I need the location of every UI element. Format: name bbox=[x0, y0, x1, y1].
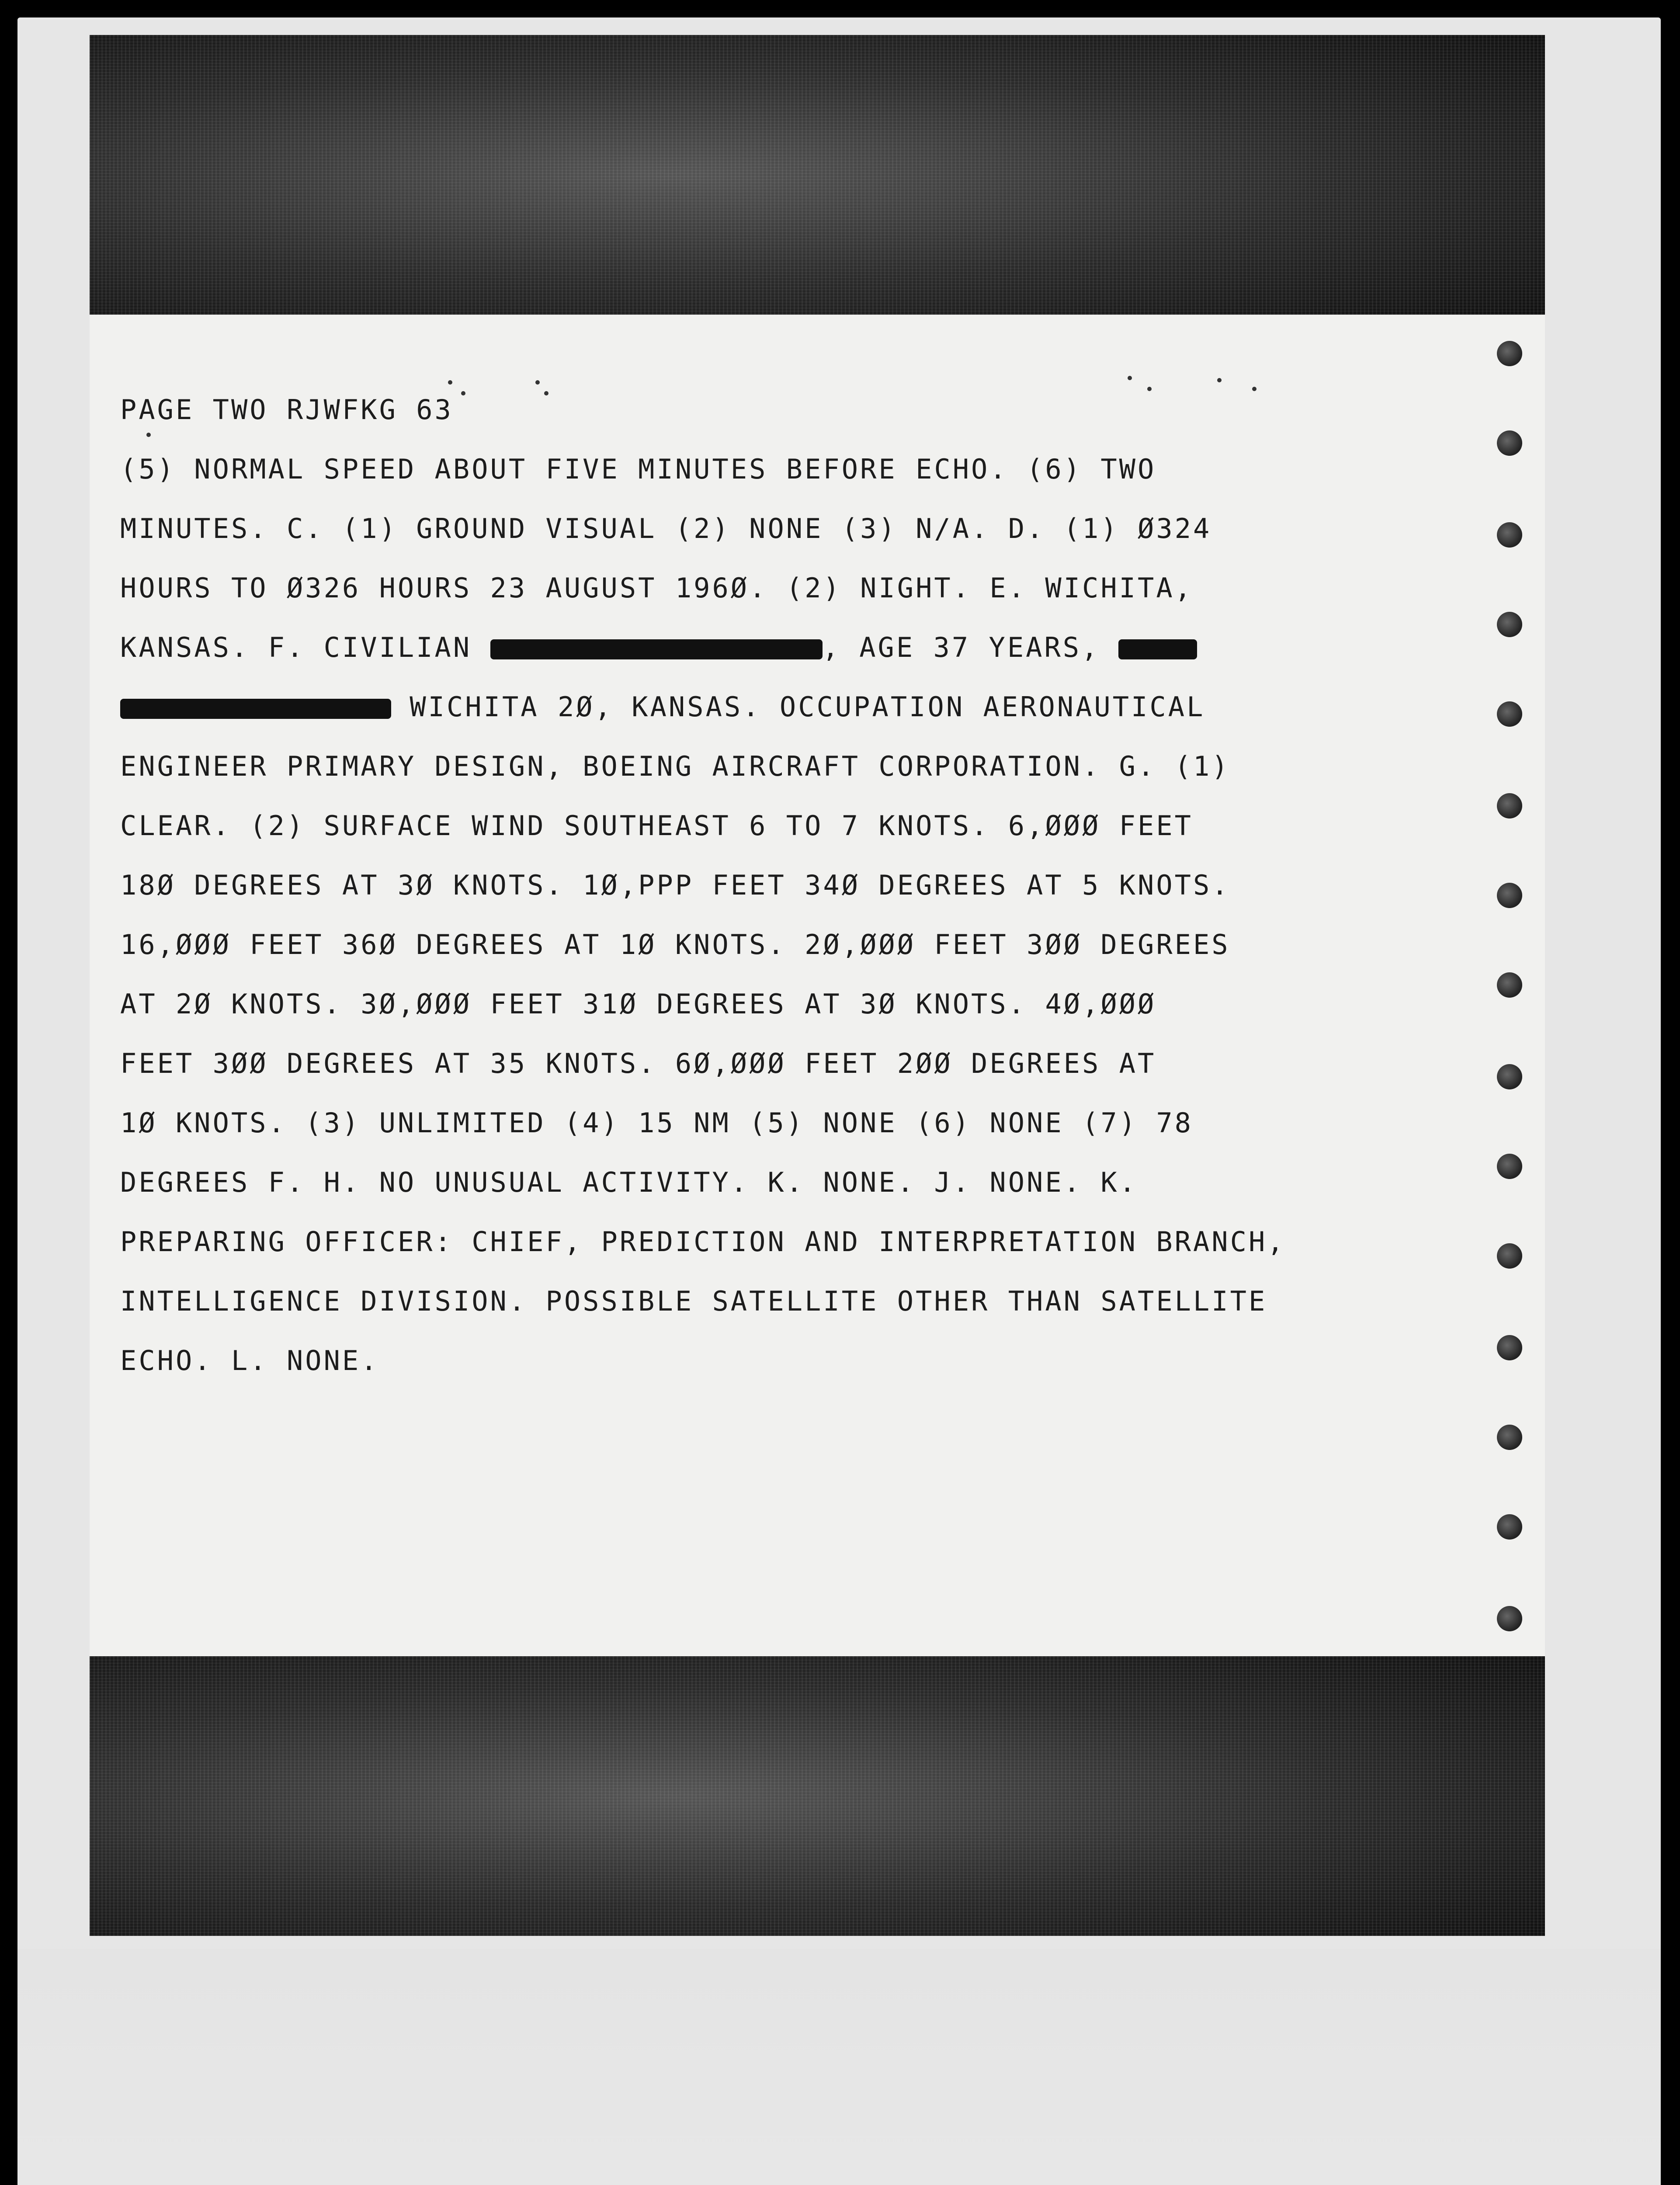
redaction-bar bbox=[1118, 639, 1197, 659]
sprocket-hole bbox=[1497, 430, 1522, 456]
message-line: FEET 3ØØ DEGREES AT 35 KNOTS. 6Ø,ØØØ FEET 2ØØ DEGREES AT bbox=[120, 1047, 1156, 1079]
message-line: INTELLIGENCE DIVISION. POSSIBLE SATELLITE OTHER THAN SATELLITE bbox=[120, 1285, 1267, 1317]
sprocket-hole bbox=[1497, 1154, 1522, 1179]
message-line: DEGREES F. H. NO UNUSUAL ACTIVITY. K. NONE. J. NONE. K. bbox=[120, 1166, 1138, 1198]
message-line: ENGINEER PRIMARY DESIGN, BOEING AIRCRAFT CORPORATION. G. (1) bbox=[120, 750, 1230, 782]
film-blank-area bbox=[17, 1949, 1661, 2185]
message-line: HOURS TO Ø326 HOURS 23 AUGUST 196Ø. (2) NIGHT. E. WICHITA, bbox=[120, 572, 1193, 604]
sprocket-hole bbox=[1497, 1243, 1522, 1269]
sprocket-hole bbox=[1497, 883, 1522, 908]
message-line: 16,ØØØ FEET 36Ø DEGREES AT 1Ø KNOTS. 2Ø,ØØØ FEET 3ØØ DEGREES bbox=[120, 929, 1230, 961]
message-line: CLEAR. (2) SURFACE WIND SOUTHEAST 6 TO 7 KNOTS. 6,ØØØ FEET bbox=[120, 810, 1193, 842]
sprocket-hole bbox=[1497, 1606, 1522, 1631]
message-line: 1Ø KNOTS. (3) UNLIMITED (4) 15 NM (5) NONE (6) NONE (7) 78 bbox=[120, 1107, 1193, 1139]
sprocket-hole bbox=[1497, 793, 1522, 819]
message-text: , AGE 37 YEARS, bbox=[822, 631, 1100, 663]
message-line: PREPARING OFFICER: CHIEF, PREDICTION AND INTERPRETATION BRANCH, bbox=[120, 1226, 1286, 1258]
sprocket-hole bbox=[1497, 1335, 1522, 1360]
message-line: 18Ø DEGREES AT 3Ø KNOTS. 1Ø,PPP FEET 34Ø DEGREES AT 5 KNOTS. bbox=[120, 869, 1230, 901]
message-line-redacted bbox=[120, 618, 1431, 677]
sprocket-hole bbox=[1497, 1425, 1522, 1450]
message-text: KANSAS. F. CIVILIAN bbox=[120, 631, 472, 663]
sprocket-hole bbox=[1497, 341, 1522, 366]
message-line-redacted bbox=[120, 677, 1431, 737]
message-line: MINUTES. C. (1) GROUND VISUAL (2) NONE (3) N/A. D. (1) Ø324 bbox=[120, 513, 1212, 545]
copy-noise-bottom bbox=[90, 1656, 1545, 1936]
sprocket-holes bbox=[1495, 315, 1525, 1682]
message-line: AT 2Ø KNOTS. 3Ø,ØØØ FEET 31Ø DEGREES AT 3Ø KNOTS. 4Ø,ØØØ bbox=[120, 988, 1156, 1020]
sprocket-hole bbox=[1497, 972, 1522, 998]
sprocket-hole bbox=[1497, 701, 1522, 727]
sprocket-hole bbox=[1497, 1064, 1522, 1089]
photocopy-sheet bbox=[90, 35, 1545, 1936]
message-line: (5) NORMAL SPEED ABOUT FIVE MINUTES BEFORE ECHO. (6) TWO bbox=[120, 453, 1156, 485]
redaction-bar bbox=[120, 699, 391, 719]
message-text: WICHITA 2Ø, KANSAS. OCCUPATION AERONAUTICAL bbox=[410, 691, 1205, 723]
teletype-message bbox=[120, 380, 1431, 1391]
message-line: ECHO. L. NONE. bbox=[120, 1345, 379, 1377]
sprocket-hole bbox=[1497, 522, 1522, 548]
ink-speck bbox=[1128, 376, 1132, 380]
redaction-bar bbox=[490, 639, 823, 659]
sprocket-hole bbox=[1497, 612, 1522, 637]
copy-noise-top bbox=[90, 35, 1545, 315]
sprocket-hole bbox=[1497, 1514, 1522, 1540]
message-header: PAGE TWO RJWFKG 63 bbox=[120, 394, 453, 426]
